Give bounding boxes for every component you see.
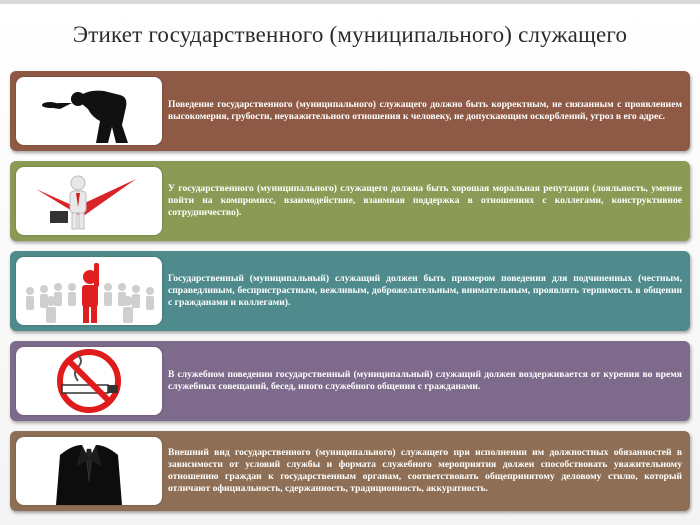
list-item-text: Государственный (муниципальный) служащий должен быть примером поведения для подчиненных (честным, справедливым, беспристрастным, вежливым, доброжелательным, внимательным, проявлять терпимость в общении с гражданами и коллегами).	[168, 273, 682, 308]
list-item-example	[10, 251, 690, 331]
list-item-reputation	[10, 161, 690, 241]
list-item-text: Внешний вид государственного (муниципального) служащего при исполнении им должностных обязанностей в зависимости от условий службы и формата служебного мероприятия должен способствовать уважительному отношению граждан к государственным органам, соответствовать общепринятому деловому стилю, который отличают официальность, сдержанность, традиционность, аккуратность.	[168, 447, 682, 494]
list-item-behavior	[10, 71, 690, 151]
list-item-text: Поведение государственного (муниципального) служащего должно быть корректным, не связанным с проявлением высокомерия, грубости, неуважительного отношения к человеку, не допускающим оскорблений, угроз в его адрес.	[168, 99, 682, 122]
man-with-checkmark-icon	[16, 167, 162, 235]
no-smoking-icon	[16, 347, 162, 415]
list-item-no-smoking	[10, 341, 690, 421]
list-item-text: В служебном поведении государственный (муниципальный) служащий должен воздерживается от курения во время служебных совещаний, бесед, иного служебного общения с гражданами.	[168, 369, 682, 392]
bowing-man-icon	[16, 77, 162, 145]
leader-in-crowd-icon	[16, 257, 162, 325]
list-item-appearance	[10, 431, 690, 511]
page-title: Этикет государственного (муниципального) служащего	[72, 22, 628, 47]
list-item-text: У государственного (муниципального) служащего должна быть хорошая моральная репутация (лояльность, умение пойти на компромисс, взаимодействие, взаимная поддержка в отношениях с коллегами, конструктивное сотрудничество).	[168, 183, 682, 218]
business-suit-icon	[16, 437, 162, 505]
